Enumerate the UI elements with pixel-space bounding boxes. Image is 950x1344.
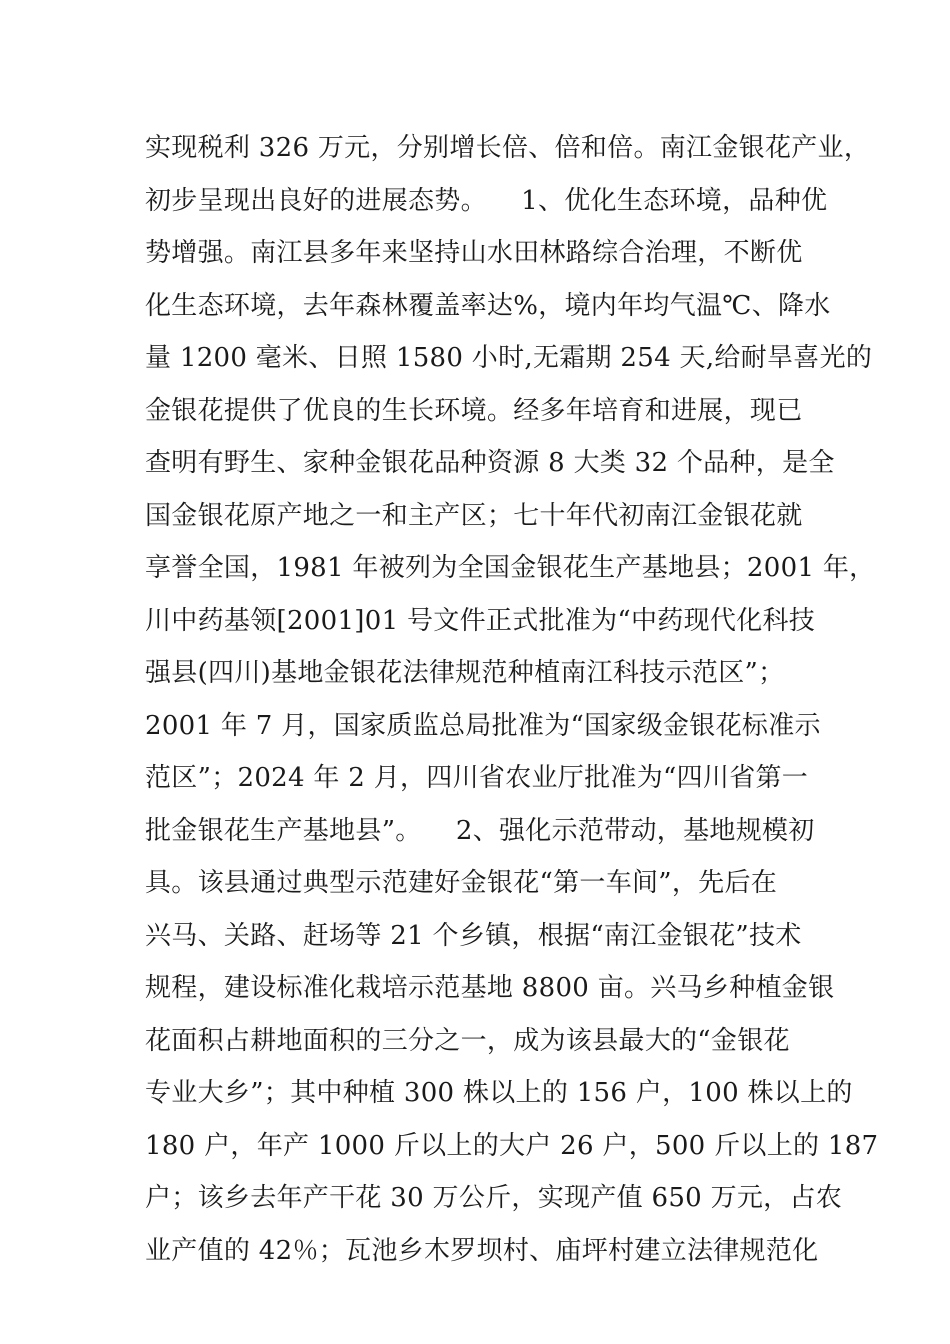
text-line: 规程，建设标准化栽培示范基地 8800 亩。兴马乡种植金银 [145,973,835,1003]
text-line: 180 户，年产 1000 斤以上的大户 26 户，500 斤以上的 187 [145,1130,879,1161]
text-line: 初步呈现出良好的进展态势。 1、优化生态环境，品种优 [145,185,828,216]
text-line: 查明有野生、家种金银花品种资源 8 大类 32 个品种，是全 [145,448,835,478]
text-line: 量 1200 毫米、日照 1580 小时,无霜期 254 天,给耐旱喜光的 [145,343,873,373]
text-line: 实现税利 326 万元，分别增长倍、倍和倍。南江金银花产业， [145,133,871,163]
text-line: 2001 年 7 月，国家质监总局批准为“国家级金银花标准示 [145,710,821,741]
body-text [145,126,879,1281]
text-line: 国金银花原产地之一和主产区；七十年代初南江金银花就 [145,500,803,531]
text-line: 川中药基领[2001]01 号文件正式批准为“中药现代化科技 [145,605,816,636]
text-line: 势增强。南江县多年来坚持山水田林路综合治理，不断优 [145,238,803,268]
text-line: 专业大乡”；其中种植 300 株以上的 156 户，100 株以上的 [145,1078,853,1108]
text-line: 强县(四川)基地金银花法律规范种植南江科技示范区”； [145,658,785,688]
text-line: 业产值的 42％；瓦池乡木罗坝村、庙坪村建立法律规范化 [145,1235,819,1266]
text-line: 化生态环境，去年森林覆盖率达%，境内年均气温℃、降水 [145,290,831,321]
text-line: 户；该乡去年产干花 30 万公斤，实现产值 650 万元，占农 [145,1183,843,1213]
text-line: 批金银花生产基地县”。 2、强化示范带动，基地规模初 [145,815,815,846]
text-line: 金银花提供了优良的生长环境。经多年培育和进展，现已 [145,395,803,426]
text-line: 具。该县通过典型示范建好金银花“第一车间”，先后在 [145,868,778,898]
text-line: 花面积占耕地面积的三分之一，成为该县最大的“金银花 [145,1025,790,1056]
text-line: 享誉全国，1981 年被列为全国金银花生产基地县；2001 年， [145,553,876,583]
text-line: 范区”；2024 年 2 月，四川省农业厅批准为“四川省第一 [145,763,809,793]
text-line: 兴马、关路、赶场等 21 个乡镇，根据“南江金银花”技术 [145,920,802,951]
